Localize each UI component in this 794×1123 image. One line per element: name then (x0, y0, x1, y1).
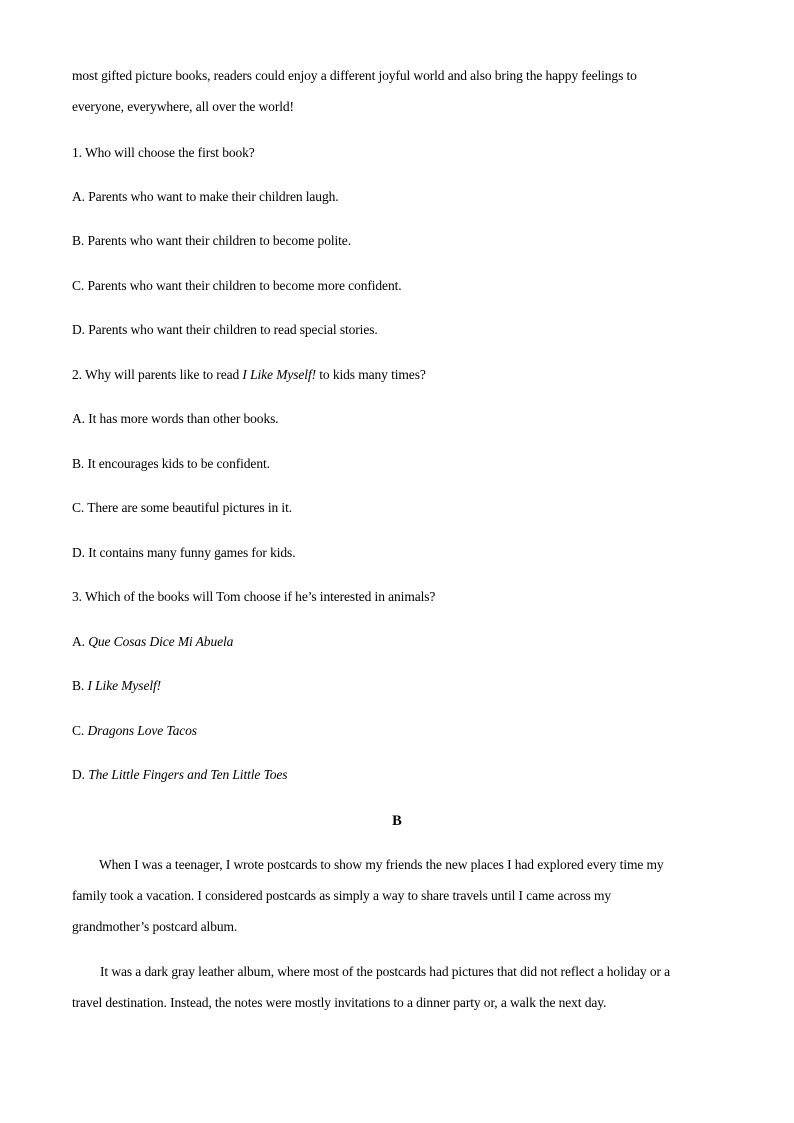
question-1-option-a: A. Parents who want to make their children laugh. (72, 189, 339, 204)
option-letter: C. (72, 723, 88, 738)
passage-b-para2-line2: travel destination. Instead, the notes were mostly invitations to a dinner party or, a walk the next day. (72, 995, 607, 1010)
question-2-option-c: C. There are some beautiful pictures in it. (72, 500, 293, 515)
passage-b-para2-line1: It was a dark gray leather album, where most of the postcards had pictures that did not reflect a holiday or a (100, 964, 671, 979)
question-3-option-a (72, 633, 233, 651)
question-2-book-title: I Like Myself! (242, 367, 316, 382)
option-letter: B. (72, 678, 88, 693)
question-3-option-b (72, 677, 161, 695)
question-1-option-b: B. Parents who want their children to become polite. (72, 233, 351, 248)
passage-text-line: most gifted picture books, readers could enjoy a different joyful world and also bring the happy feelings to (72, 68, 637, 83)
option-letter: A. (72, 634, 89, 649)
option-letter: D. (72, 767, 89, 782)
question-3-option-d (72, 766, 287, 784)
question-1-stem: 1. Who will choose the first book? (72, 145, 255, 160)
question-3-stem: 3. Which of the books will Tom choose if he’s interested in animals? (72, 589, 436, 604)
question-2-stem-after: to kids many times? (316, 367, 426, 382)
option-book-title: Dragons Love Tacos (87, 723, 197, 738)
question-1-option-c: C. Parents who want their children to become more confident. (72, 278, 402, 293)
question-2-option-d: D. It contains many funny games for kids. (72, 545, 296, 560)
option-book-title: I Like Myself! (87, 678, 162, 693)
option-book-title: Que Cosas Dice Mi Abuela (88, 634, 234, 649)
passage-b-para1-line3: grandmother’s postcard album. (72, 919, 238, 934)
question-2-option-b: B. It encourages kids to be confident. (72, 456, 270, 471)
passage-b-para1-line1: When I was a teenager, I wrote postcards to show my friends the new places I had explored every time my (99, 857, 664, 872)
question-3-option-c (72, 722, 197, 740)
question-2-stem-before: 2. Why will parents like to read (72, 367, 243, 382)
question-2-option-a: A. It has more words than other books. (72, 411, 279, 426)
question-1-option-d: D. Parents who want their children to read special stories. (72, 322, 378, 337)
question-2-stem (72, 366, 426, 384)
section-heading: B (392, 813, 402, 829)
passage-text-line: everyone, everywhere, all over the world! (72, 99, 294, 114)
passage-b-para1-line2: family took a vacation. I considered postcards as simply a way to share travels until I came across my (72, 888, 612, 903)
option-book-title: The Little Fingers and Ten Little Toes (88, 767, 288, 782)
